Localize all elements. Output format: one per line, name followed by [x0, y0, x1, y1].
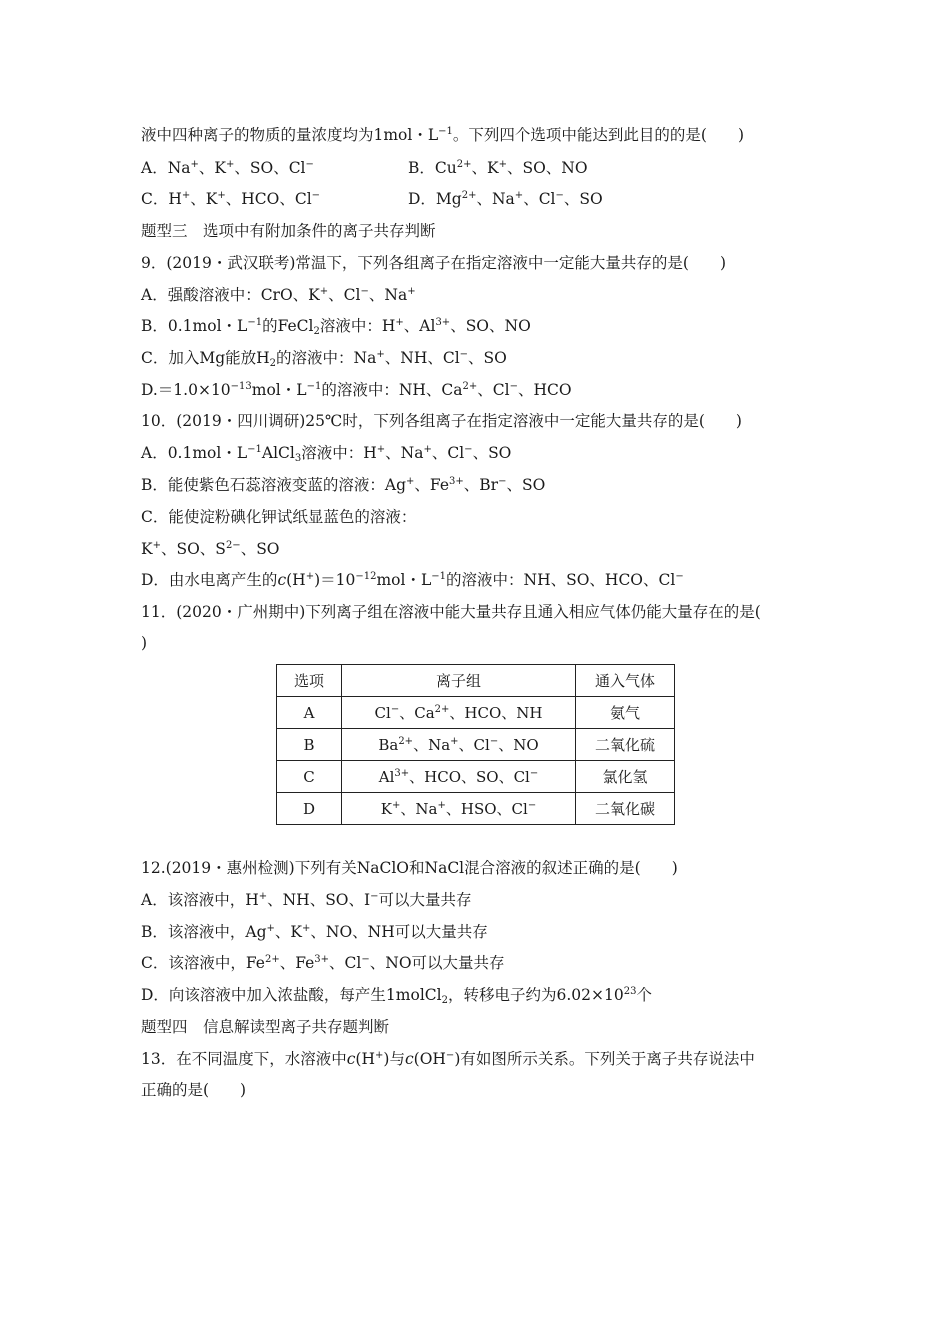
text-fragment: C．该溶液中，Fe — [141, 954, 265, 972]
text-fragment: D．Mg — [408, 190, 462, 208]
superscript-text: − — [527, 800, 537, 811]
q10-option-d — [141, 570, 684, 590]
text-fragment: 的FeCl — [262, 317, 314, 335]
text-fragment: B．Cu — [408, 159, 457, 177]
text-fragment: K — [141, 540, 153, 558]
text-fragment: 、Na — [385, 444, 424, 462]
italic-text: c — [277, 571, 287, 589]
text-fragment: 、HSO、Cl — [445, 800, 528, 818]
table-header-row — [277, 665, 675, 697]
text-fragment: )＝10 — [314, 571, 356, 589]
q10-option-a — [141, 443, 511, 463]
text-fragment: C．加入Mg能放H — [141, 349, 270, 367]
superscript-text: − — [498, 476, 507, 487]
text-fragment: 、Na — [476, 190, 515, 208]
text-fragment: Ba — [378, 736, 399, 754]
ion-table — [276, 664, 675, 825]
intro-sup: −1 — [438, 126, 453, 137]
superscript-text: −13 — [230, 381, 252, 392]
text-fragment: 、Cl — [328, 286, 361, 304]
table-cell-option: A — [277, 697, 342, 729]
superscript-text: − — [489, 736, 499, 747]
superscript-text: + — [498, 159, 507, 170]
text-fragment: 、SO — [506, 476, 546, 494]
superscript-text: − — [555, 190, 564, 201]
superscript-text: + — [266, 923, 275, 934]
text-fragment: 、SO — [240, 540, 280, 558]
text-fragment: K — [380, 800, 393, 818]
text-fragment: 、NO、NH可以大量共存 — [310, 923, 488, 941]
text-fragment: 、NO — [498, 736, 539, 754]
superscript-text: − — [360, 286, 369, 297]
q11-stem: 11．(2020・广州期中)下列离子组在溶液中能大量共存且通入相应气体仍能大量存在的是( — [141, 603, 761, 621]
superscript-text: + — [376, 444, 386, 455]
table-cell-gas: 二氧化硫 — [576, 729, 675, 761]
superscript-text: + — [437, 800, 446, 811]
text-fragment: 、SO — [468, 349, 507, 367]
superscript-text: 2+ — [456, 159, 472, 170]
superscript-text: 2+ — [264, 954, 280, 965]
text-fragment: AlCl — [261, 444, 295, 462]
q10-option-c-ions — [141, 539, 280, 559]
superscript-text: − — [305, 159, 314, 170]
superscript-text: −12 — [355, 571, 377, 582]
text-fragment: 、Na — [368, 286, 408, 304]
table-header-gas: 通入气体 — [576, 665, 675, 697]
text-fragment: 、Na — [400, 800, 438, 818]
text-fragment: (H — [355, 1050, 375, 1068]
superscript-text: 2+ — [434, 704, 450, 715]
superscript-text: + — [181, 190, 191, 201]
text-fragment: 、NO可以大量共存 — [369, 954, 505, 972]
superscript-text: 2+ — [462, 381, 478, 392]
table-row — [277, 729, 675, 761]
q10-option-c: C．能使淀粉碘化钾试纸显蓝色的溶液： — [141, 508, 417, 526]
superscript-text: 2+ — [461, 190, 477, 201]
text-fragment: A．Na — [141, 159, 191, 177]
table-row — [277, 793, 675, 825]
superscript-text: 3+ — [435, 317, 451, 328]
text-fragment: mol・L — [251, 381, 307, 399]
table-cell-gas: 氨气 — [576, 697, 675, 729]
text-fragment: 、SO、NO — [506, 159, 588, 177]
q8-option-d — [408, 189, 603, 209]
superscript-text: + — [225, 159, 235, 170]
table-cell-option: B — [277, 729, 342, 761]
text-fragment: 、SO、NO — [450, 317, 531, 335]
text-fragment: ，转移电子约为6.02×10 — [447, 986, 624, 1004]
table-cell-ions — [342, 761, 576, 793]
subscript-text: 3 — [294, 453, 302, 464]
superscript-text: + — [514, 190, 524, 201]
q12-stem: 12.(2019・惠州检测)下列有关NaClO和NaCl混合溶液的叙述正确的是( ) — [141, 859, 678, 877]
text-fragment: Al — [378, 768, 395, 786]
superscript-text: − — [445, 1050, 455, 1061]
superscript-text: 3+ — [449, 476, 464, 487]
superscript-text: + — [258, 891, 268, 902]
superscript-text: − — [311, 190, 321, 201]
q9-stem: 9．(2019・武汉联考)常温下，下列各组离子在指定溶液中一定能大量共存的是( ) — [141, 254, 726, 272]
q8-option-a — [141, 159, 314, 177]
text-fragment: 、SO、Cl — [234, 159, 306, 177]
superscript-text: 2+ — [398, 736, 414, 747]
text-fragment: mol・L — [376, 571, 432, 589]
text-fragment: 、Br — [463, 476, 499, 494]
text-fragment: 、Cl — [431, 444, 465, 462]
q10-option-b — [141, 475, 545, 495]
text-fragment: 、SO — [563, 190, 603, 208]
text-fragment: 溶液中：H — [301, 444, 377, 462]
superscript-text: − — [459, 349, 469, 360]
text-fragment: Cl — [374, 704, 391, 722]
superscript-text: −1 — [306, 381, 322, 392]
superscript-text: − — [370, 891, 379, 902]
table-row — [277, 697, 675, 729]
superscript-text: + — [375, 1050, 384, 1061]
superscript-text: −1 — [247, 317, 263, 328]
text-fragment: C．H — [141, 190, 182, 208]
text-fragment: 、Cl — [329, 954, 362, 972]
q9-option-c — [141, 348, 507, 368]
superscript-text: − — [529, 768, 539, 779]
section-3-heading: 题型三 选项中有附加条件的离子共存判断 — [141, 222, 436, 240]
superscript-text: + — [152, 540, 161, 551]
superscript-text: + — [376, 349, 385, 360]
text-fragment: A．强酸溶液中：CrO、K — [141, 286, 320, 304]
subscript-text: 2 — [269, 358, 277, 369]
table-cell-option: D — [277, 793, 342, 825]
q12-option-a — [141, 890, 472, 910]
table-header-ions: 离子组 — [342, 665, 576, 697]
q12-option-c — [141, 953, 505, 973]
q8-option-row-1 — [141, 158, 588, 178]
q11-stem-end: ) — [141, 634, 148, 652]
text-fragment: 可以大量共存 — [378, 891, 472, 909]
text-fragment: D.＝1.0×10 — [141, 381, 231, 399]
text-fragment: 、K — [471, 159, 499, 177]
table-header-option: 选项 — [277, 665, 342, 697]
superscript-text: 3+ — [394, 768, 410, 779]
q9-option-b — [141, 316, 531, 336]
superscript-text: 23 — [623, 986, 637, 997]
text-fragment: B．能使紫色石蕊溶液变蓝的溶液：Ag — [141, 476, 407, 494]
text-fragment: )有如图所示关系。下列关于离子共存说法中 — [454, 1050, 755, 1068]
table-row — [277, 761, 675, 793]
text-fragment: A．该溶液中，H — [141, 891, 259, 909]
q12-option-b — [141, 922, 488, 942]
q12-option-d — [141, 985, 652, 1005]
intro-line — [141, 125, 744, 145]
text-fragment: 的溶液中：Na — [276, 349, 377, 367]
text-fragment: 个 — [636, 986, 652, 1004]
text-fragment: 、Na — [413, 736, 451, 754]
text-fragment: )与 — [383, 1050, 405, 1068]
superscript-text: −1 — [247, 444, 262, 455]
text-fragment: 、K — [274, 923, 302, 941]
superscript-text: + — [305, 571, 315, 582]
superscript-text: + — [302, 923, 311, 934]
superscript-text: + — [217, 190, 226, 201]
table-cell-option: C — [277, 761, 342, 793]
text-fragment: (OH — [413, 1050, 446, 1068]
q13-stem-end: 正确的是( ) — [141, 1081, 247, 1099]
intro-text: 液中四种离子的物质的量浓度均为1mol・L — [141, 126, 439, 144]
superscript-text: + — [450, 736, 459, 747]
text-fragment: 、Ca — [399, 704, 435, 722]
superscript-text: −1 — [431, 571, 447, 582]
text-fragment: 、Cl — [458, 736, 490, 754]
text-fragment: B．该溶液中，Ag — [141, 923, 267, 941]
superscript-text: + — [190, 159, 199, 170]
text-fragment: 的溶液中：NH、Ca — [321, 381, 463, 399]
table-cell-gas: 二氧化碳 — [576, 793, 675, 825]
superscript-text: 2− — [225, 540, 241, 551]
superscript-text: + — [392, 800, 401, 811]
q10-stem: 10．(2019・四川调研)25℃时，下列各组离子在指定溶液中一定能大量共存的是( ) — [141, 412, 742, 430]
q9-option-a — [141, 285, 416, 305]
superscript-text: − — [464, 444, 473, 455]
text-fragment: 的溶液中：NH、SO、HCO、Cl — [446, 571, 676, 589]
text-fragment: 、Cl — [523, 190, 556, 208]
section-4-heading: 题型四 信息解读型离子共存题判断 — [141, 1018, 390, 1036]
text-fragment: 、HCO、NH — [449, 704, 543, 722]
table-cell-ions — [342, 729, 576, 761]
text-fragment: 、Cl — [477, 381, 510, 399]
italic-text: c — [346, 1050, 356, 1068]
text-fragment: 、HCO、Cl — [225, 190, 312, 208]
text-fragment: 、NH、Cl — [384, 349, 460, 367]
text-fragment: 、K — [198, 159, 226, 177]
superscript-text: − — [509, 381, 518, 392]
text-fragment: 、Fe — [279, 954, 315, 972]
q9-option-d — [141, 380, 572, 400]
text-fragment: 、HCO — [517, 381, 572, 399]
subscript-text: 2 — [441, 995, 448, 1006]
superscript-text: + — [319, 286, 329, 297]
text-fragment: D．向该溶液中加入浓盐酸，每产生1molCl — [141, 986, 442, 1004]
intro-text-b: 。下列四个选项中能达到此目的的是( ) — [452, 126, 745, 144]
superscript-text: + — [423, 444, 432, 455]
q8-option-b — [408, 158, 588, 178]
table-cell-gas: 氯化氢 — [576, 761, 675, 793]
q8-option-row-2 — [141, 189, 603, 209]
text-fragment: 、SO — [472, 444, 512, 462]
superscript-text: − — [390, 704, 400, 715]
subscript-text: 2 — [313, 326, 320, 337]
text-fragment: 、K — [190, 190, 218, 208]
q8-option-c — [141, 190, 320, 208]
superscript-text: 3+ — [314, 954, 330, 965]
superscript-text: + — [407, 286, 416, 297]
table-cell-ions — [342, 793, 576, 825]
text-fragment: 溶液中：H — [319, 317, 396, 335]
superscript-text: + — [395, 317, 404, 328]
text-fragment: B．0.1mol・L — [141, 317, 248, 335]
italic-text: c — [404, 1050, 414, 1068]
text-fragment: 、NH、SO、I — [267, 891, 371, 909]
text-fragment: (H — [286, 571, 306, 589]
table-cell-ions — [342, 697, 576, 729]
text-fragment: D．由水电离产生的 — [141, 571, 278, 589]
text-fragment: 、Fe — [414, 476, 449, 494]
superscript-text: − — [675, 571, 684, 582]
text-fragment: 13．在不同温度下，水溶液中 — [141, 1050, 347, 1068]
superscript-text: + — [406, 476, 415, 487]
q13-stem — [141, 1049, 755, 1069]
text-fragment: 、SO、S — [160, 540, 226, 558]
text-fragment: 、HCO、SO、Cl — [409, 768, 530, 786]
text-fragment: A．0.1mol・L — [141, 444, 248, 462]
superscript-text: − — [361, 954, 370, 965]
text-fragment: 、Al — [403, 317, 436, 335]
